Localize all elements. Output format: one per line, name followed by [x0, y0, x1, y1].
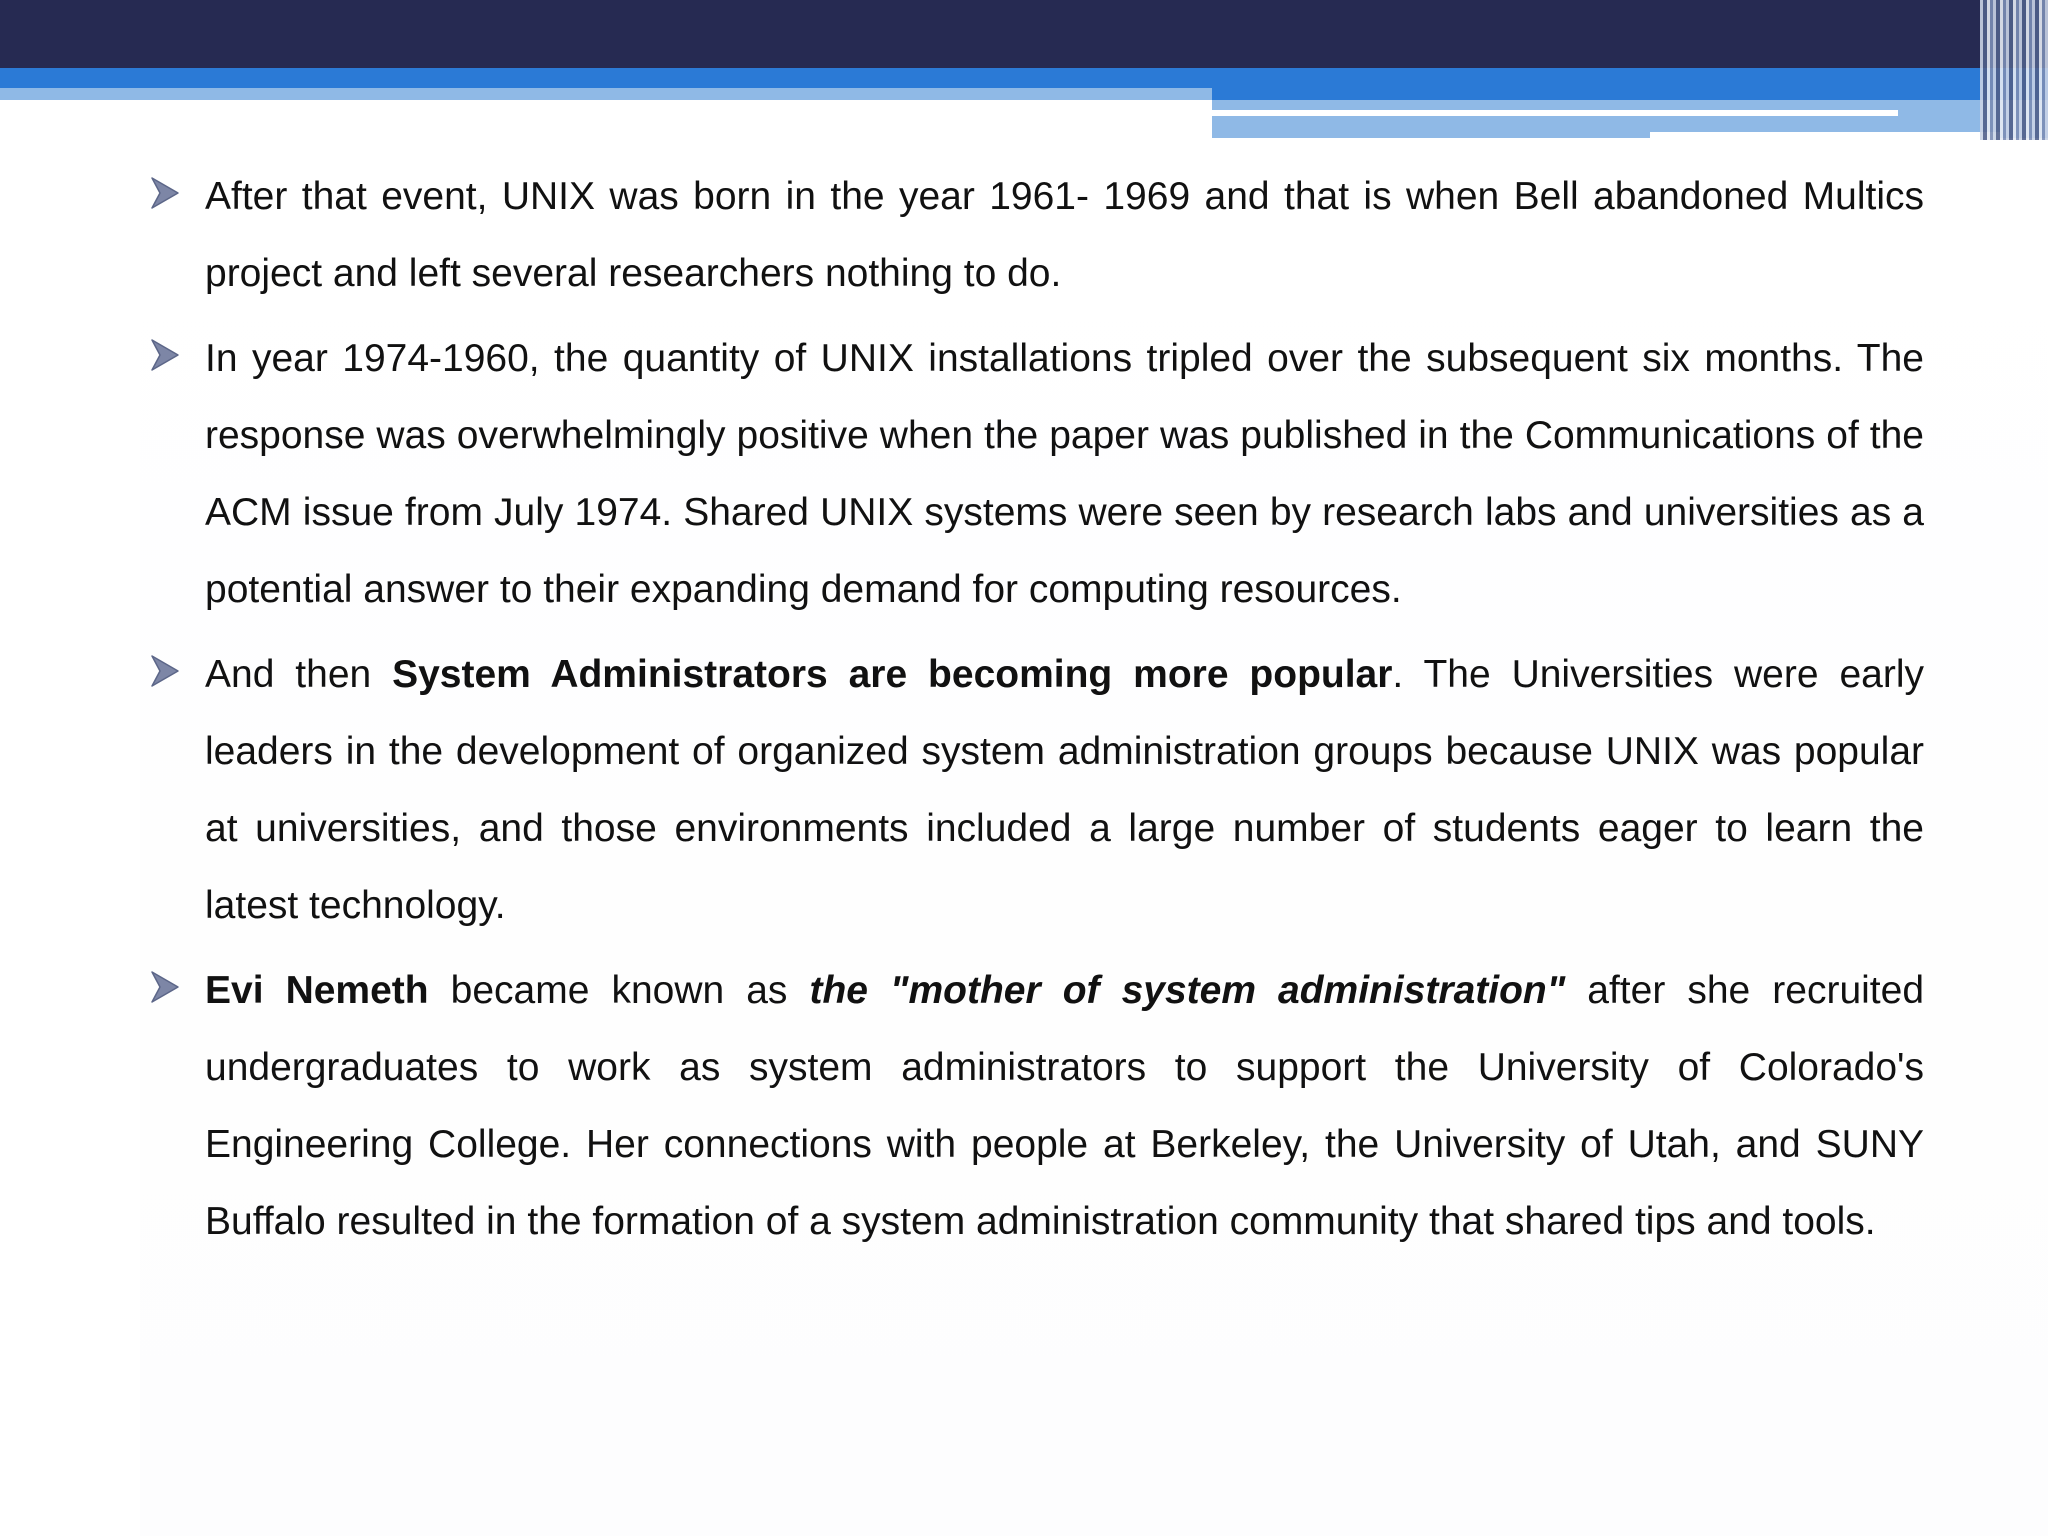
bullet-item [140, 320, 1924, 628]
arrow-bullet-icon [150, 654, 180, 688]
bullet-text: . The Universities were early leaders in the development of organized system administration groups because UNIX was popular at universities, and those environments included a large number of students eager to learn the latest technology. [205, 653, 1924, 927]
bullet-text-bold: System Administrators are becoming more popular [392, 653, 1393, 696]
bullet-text: In year 1974-1960, the quantity of UNIX installations tripled over the subsequent six months. The response was overwhelmingly positive when the paper was published in the Communications of the ACM issue from July 1974. Shared UNIX systems were seen by research labs and universities as a potential answer to their expanding demand for computing resources. [205, 337, 1924, 611]
arrow-bullet-icon [150, 970, 180, 1004]
bullet-text-bold: Evi Nemeth [205, 969, 429, 1012]
bullet-item [140, 952, 1924, 1260]
slide-content [140, 158, 1924, 1268]
bullet-item [140, 636, 1924, 944]
header-stripes [1980, 0, 2048, 140]
header-accent-line-short [1650, 132, 2000, 138]
bullet-text: after she recruited undergraduates to work as system administrators to support the University of Colorado's Engineering College. Her connections with people at Berkeley, the University of Utah, and SUNY Buffalo resulted in the formation of a system administration community that shared tips and tools. [205, 969, 1925, 1243]
bullet-text: And then [205, 653, 393, 696]
arrow-bullet-icon [150, 176, 180, 210]
bullet-item [140, 158, 1924, 312]
bullet-text: became known as [428, 969, 810, 1012]
arrow-bullet-icon [150, 338, 180, 372]
header-accent-line [1212, 110, 1898, 116]
header-white-area [0, 100, 1212, 140]
bullet-text: After that event, UNIX was born in the year 1961- 1969 and that is when Bell abandoned Multics project and left several researchers nothing to do. [205, 175, 1924, 295]
header-band-light-left [0, 88, 1212, 100]
bullet-text-bold-italic: the "mother of system administration" [809, 969, 1566, 1012]
header-band-dark [0, 0, 2048, 68]
